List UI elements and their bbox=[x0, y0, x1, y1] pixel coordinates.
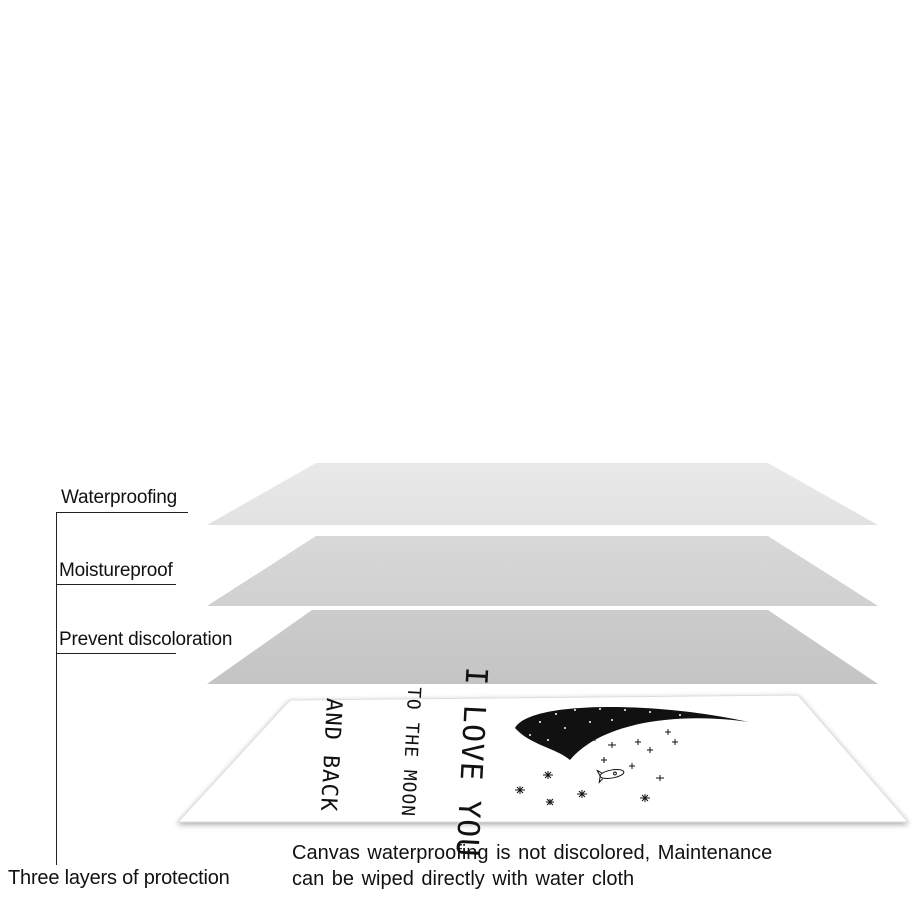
artwork-line-1: I LOVE YOU bbox=[448, 665, 494, 859]
discoloration-label: Prevent discoloration bbox=[59, 629, 233, 650]
moistureproof-underline bbox=[56, 584, 176, 585]
summary-label: Three layers of protection bbox=[8, 867, 230, 889]
description-line-1: Canvas waterproofing is not discolored, Maintenance bbox=[292, 842, 773, 864]
artwork-line-3: AND BACK bbox=[315, 697, 346, 813]
waterproofing-label: Waterproofing bbox=[61, 487, 178, 508]
artwork-line-2: TO THE MOON bbox=[396, 686, 425, 818]
waterproofing-underline bbox=[56, 512, 188, 513]
moistureproof-layer bbox=[207, 536, 878, 606]
description-line-2: can be wiped directly with water cloth bbox=[292, 868, 635, 890]
waterproofing-layer bbox=[207, 463, 878, 525]
discoloration-underline bbox=[56, 653, 176, 654]
bracket-line bbox=[56, 512, 57, 865]
moistureproof-label: Moistureproof bbox=[59, 560, 173, 581]
description bbox=[292, 840, 772, 892]
canvas-print bbox=[178, 666, 908, 858]
artwork-text bbox=[315, 666, 493, 858]
discoloration-layer bbox=[207, 610, 878, 684]
